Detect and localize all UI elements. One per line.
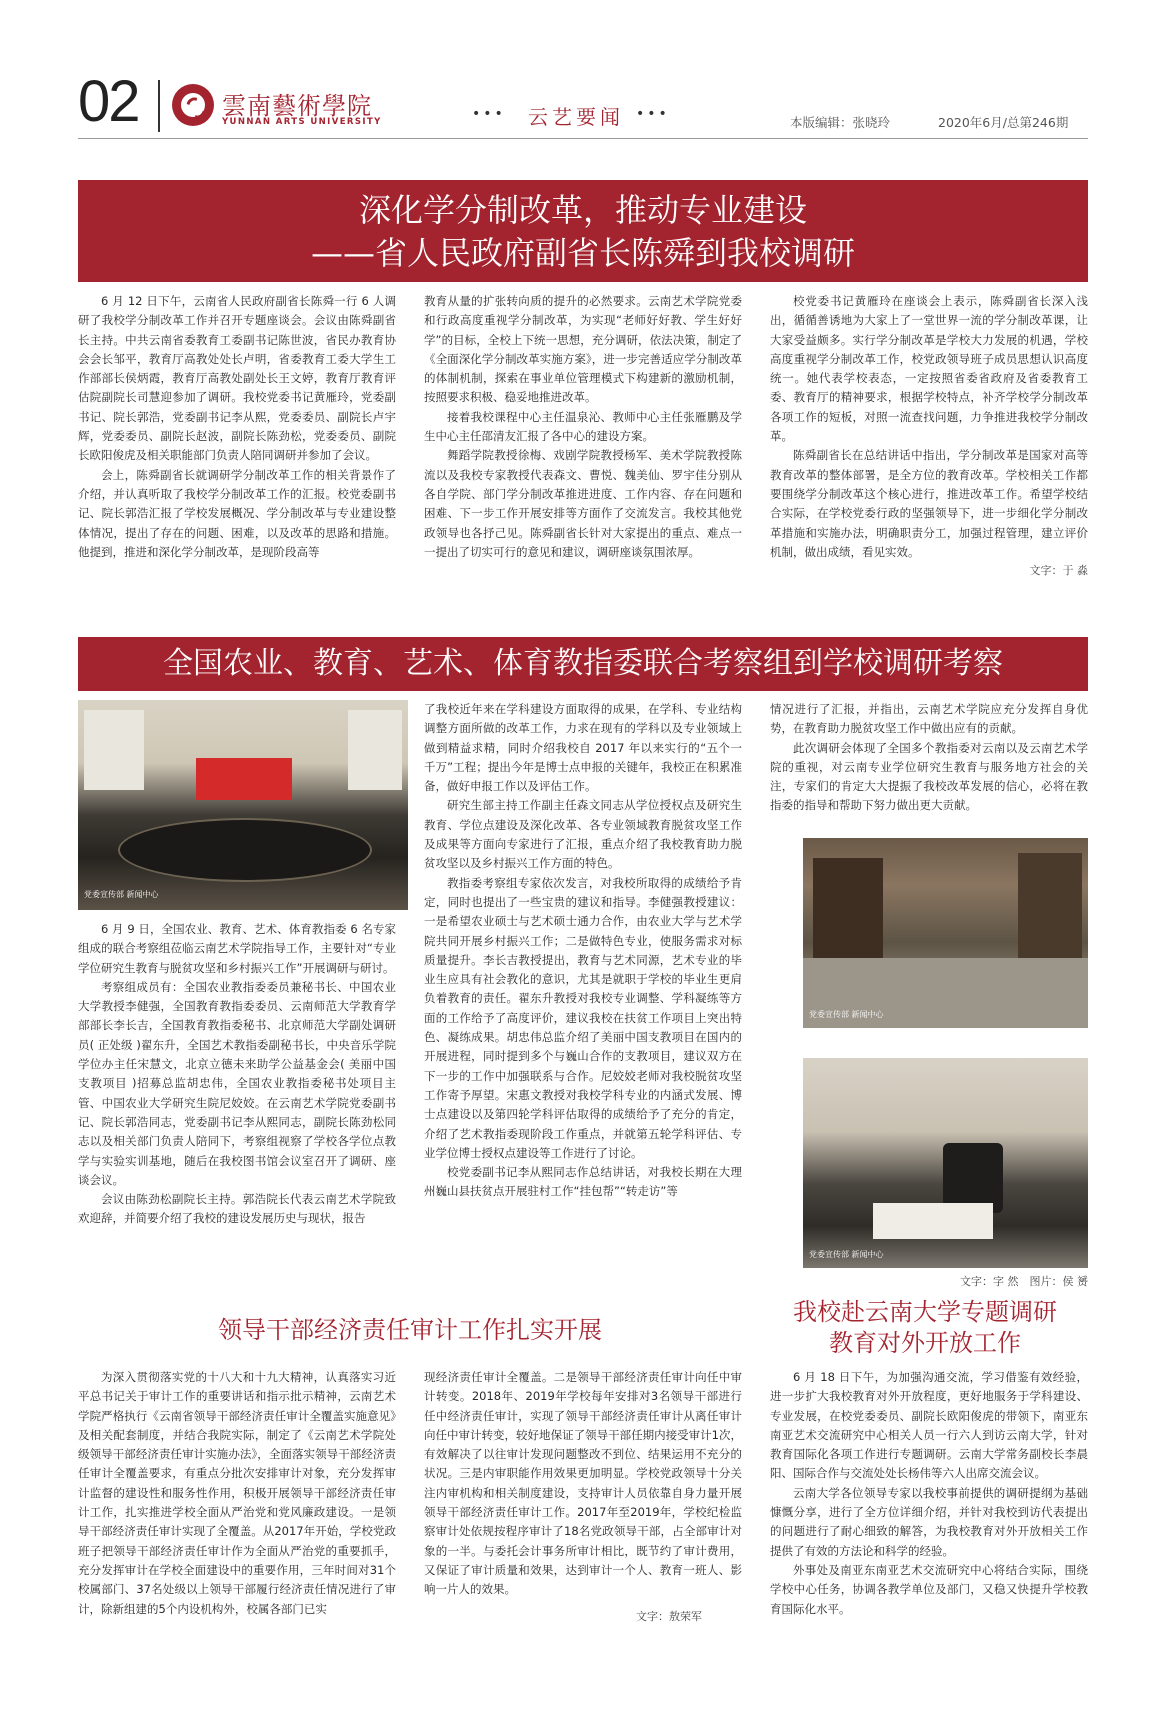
paragraph: 会议由陈劲松副院长主持。郭浩院长代表云南艺术学院致欢迎辞，并简要介绍了我校的建设发展历史与现状，报告 xyxy=(78,1192,396,1226)
paragraph: 研究生部主持工作副主任森文同志从学位授权点及研究生教育、学位点建设及深化改革、各专业领域教育脱贫攻坚工作及成果等方面向专家进行了汇报，重点介绍了我校教育助力脱贫攻坚以及乡村振兴工作方面的特色。 xyxy=(424,798,742,871)
paragraph: 外事处及南亚东南亚艺术交流研究中心将结合实际，围绕学校中心任务，协调各教学单位及部门，又稳又快提升学校教育国际化水平。 xyxy=(770,1562,1088,1616)
masthead-rule xyxy=(78,138,1088,139)
article4-headline xyxy=(760,1297,1090,1359)
masthead-divider xyxy=(158,80,160,132)
article1-column-2 xyxy=(424,292,742,562)
meeting-photo xyxy=(78,700,408,910)
article2-column-1 xyxy=(78,920,396,1229)
paragraph: 舞蹈学院教授徐梅、戏剧学院教授杨军、美术学院教授陈流以及我校专家教授代表森文、曹悦、魏美仙、罗宇佳分别从各自学院、部门学分制改革推进进度、工作内容、存在问题和困难、下一步工作开展安排等方面作了交流发言。我校其他党政领导也各抒己见。陈舜副省长针对大家提出的重点、难点一一提出了切实可行的意见和建议，调研座谈氛围浓厚。 xyxy=(424,448,742,559)
article1-column-3 xyxy=(770,292,1088,578)
paragraph: 云南大学各位领导专家以我校事前提供的调研提纲为基础慷慨分享，进行了全方位详细介绍，并针对我校到访代表提出的问题进行了耐心细致的解答，为我校教育对外开放相关工作提供了有效的方法论和科学的经验。 xyxy=(770,1485,1088,1558)
article1-title-line2: ——省人民政府副省长陈舜到我校调研 xyxy=(310,234,855,272)
university-logo-icon xyxy=(172,84,214,126)
paragraph: 陈舜副省长在总结讲话中指出，学分制改革是国家对高等教育改革的整体部署，是全方位的教育改革。学校相关工作都要围绕学分制改革这个核心进行，推进改革工作。希望学校结合实际，在学校党委行政的坚强领导下，进一步细化学分制改革措施和实施办法，明确职责分工，加强过程管理，建立评价机制，做出成绩，看见实效。 xyxy=(770,448,1088,559)
projection-screen xyxy=(196,758,292,800)
article3-credit: 文字：敖荣军 xyxy=(636,1609,702,1623)
photo-watermark: 党委宣传部 新闻中心 xyxy=(809,1250,884,1259)
paragraph: 接着我校课程中心主任温泉沁、教师中心主任张雁鹏及学生中心主任邵清友汇报了各中心的建设方案。 xyxy=(424,409,742,444)
exhibition-visit-photo xyxy=(803,838,1088,1028)
article3-column-1 xyxy=(78,1368,396,1619)
article4-column xyxy=(770,1368,1088,1619)
paragraph: 6 月 9 日，全国农业、教育、艺术、体育教指委 6 名专家组成的联合考察组莅临云南艺术学院指导工作，主要针对“专业学位研究生教育与脱贫攻坚和乡村振兴工作”开展调研与研讨。 xyxy=(78,922,396,975)
section-dots-left: ••• xyxy=(472,106,506,122)
printmaking-visit-photo xyxy=(803,1058,1088,1268)
paragraph: 情况进行了汇报，并指出，云南艺术学院应充分发挥自身优势，在教育助力脱贫攻坚工作中做出应有的贡献。 xyxy=(770,702,1088,736)
photo-watermark: 党委宣传部 新闻中心 xyxy=(84,890,159,899)
paragraph: 校党委副书记李从熙同志作总结讲话，对我校长期在大理州巍山县扶贫点开展驻村工作“挂包帮”“转走访”等 xyxy=(424,1165,742,1199)
paragraph: 现经济责任审计全覆盖。二是领导干部经济责任审计向任中审计转变。2018年、2019年学校每年安排对3名领导干部进行任中经济责任审计，实现了领导干部经济责任审计从离任审计向任中审计转变，较好地保证了领导干部任期内接受审计1次，有效解决了以往审计发现问题整改不到位、结果运用不充分的状况。三是内审职能作用效果更加明显。学校党政领导十分关注内审机构和相关制度建设，支持审计人员依靠自身力量开展领导干部经济责任审计工作。2017年至2019年，学校纪检监察审计处依规按程序审计了18名党政领导干部，占全部审计对象的一半。与委托会计事务所审计相比，既节约了审计费用，又保证了审计质量和效果，达到审计一个人、教育一班人、影响一片人的效果。 xyxy=(424,1370,742,1597)
article2-column-2 xyxy=(424,700,742,1202)
article4-title-line2: 教育对外开放工作 xyxy=(829,1329,1021,1357)
paragraph: 教指委考察组专家依次发言，对我校所取得的成绩给予肯定，同时也提出了一些宝贵的建议和指导。李健强教授建议：一是希望农业硕士与艺术硕士通力合作，由农业大学与艺术学院共同开展乡村振兴工作；二是做特色专业，使服务需求对标质量提升。李长吉教授提出，教育与艺术同源，艺术专业的毕业生应具有社会教化的意识，尤其是就职于学校的毕业生更肩负着教育的责任。翟东升教授对我校专业调整、学科凝练等方面的工作给予了高度评价，建议我校在扶贫工作项目上突出特色、凝练成果。胡忠伟总监介绍了美丽中国支教项目在国内的开展进程，同时提到多个与巍山合作的支教项目，建议双方在下一步的工作中加强联系与合作。尼姣姣老师对我校脱贫攻坚工作寄予厚望。宋惠文教授对我校学科专业的内涵式发展、博士点建设以及第四轮学科评估取得的成绩给予了充分的肯定，介绍了艺术教指委现阶段工作重点，并就第五轮学科评估、专业学位博士授权点建设等工作进行了讨论。 xyxy=(424,875,742,1160)
article1-headline-banner xyxy=(78,180,1088,282)
article2-headline-banner: 全国农业、教育、艺术、体育教指委联合考察组到学校调研考察 xyxy=(78,637,1088,691)
university-name-en: YUNNAN ARTS UNIVERSITY xyxy=(222,117,382,127)
article2-credit: 文字：字 然 图片：侯 赟 xyxy=(960,1275,1088,1288)
article3-column-2 xyxy=(424,1368,742,1624)
paragraph: 教育从量的扩张转向质的提升的必然要求。云南艺术学院党委和行政高度重视学分制改革，为实现“老师好好教、学生好好学”的目标，全校上下统一思想，充分调研，依法决策，制定了《全面深化学分制改革实施方案》，进一步完善适应学分制改革的体制机制，探索在事业单位管理模式下构建新的激励机制，按照要求积极、稳妥地推进改革。 xyxy=(424,294,742,405)
article1-column-1 xyxy=(78,292,396,562)
paragraph: 此次调研会体现了全国多个教指委对云南以及云南艺术学院的重视，对云南专业学位研究生教育与服务地方社会的关注，专家们的肯定大大提振了我校改革发展的信心，必将在教指委的指导和帮助下努力做出更大贡献。 xyxy=(770,740,1088,813)
page-editor: 本版编辑：张晓玲 xyxy=(790,115,891,130)
issue-info: 2020年6月/总第246期 xyxy=(938,115,1069,130)
paragraph: 校党委书记黄雁玲在座谈会上表示，陈舜副省长深入浅出，循循善诱地为大家上了一堂世界一流的学分制改革课，让大家受益颇多。实行学分制改革是学校大力发展的机遇，学校高度重视学分制改革工作，校党政领导班子成员思想认识高度统一。她代表学校表态，一定按照省委省政府及省委教育工委、教育厅的精神要求，根据学校特点，补齐学校学分制改革各项工作的短板，对照一流查找问题，力争推进我校学分制改革。 xyxy=(770,294,1088,444)
article4-title-line1: 我校赴云南大学专题调研 xyxy=(793,1298,1057,1326)
article1-title-line1: 深化学分制改革，推动专业建设 xyxy=(358,191,807,229)
photo-watermark: 党委宣传部 新闻中心 xyxy=(809,1010,884,1019)
article1-credit: 文字：于 淼 xyxy=(1029,564,1088,578)
paragraph: 6 月 18 日下午，为加强沟通交流，学习借鉴有效经验，进一步扩大我校教育对外开放程度，更好地服务于学科建设、专业发展，在校党委委员、副院长欧阳俊虎的带领下，南亚东南亚艺术交流研究中心相关人员一行六人到访云南大学，针对教育国际化各项工作进行专题调研。云南大学常务副校长李晨阳、国际合作与交流处处长杨伟等六人出席交流会议。 xyxy=(770,1370,1088,1481)
article3-headline: 领导干部经济责任审计工作扎实开展 xyxy=(218,1316,602,1344)
section-dots-right: ••• xyxy=(636,106,670,122)
article2-column-3 xyxy=(770,700,1088,816)
section-title: 云艺要闻 xyxy=(528,105,624,129)
page-number: 02 xyxy=(78,69,139,134)
paragraph: 了我校近年来在学科建设方面取得的成果，在学科、专业结构调整方面所做的改革工作，力求在现有的学科以及专业领域上做到精益求精，同时介绍我校自 2017 年以来实行的“五个一千万”工程；提出今年是博士点申报的关键年，我校正在积累准备，做好申报工作以及评估工作。 xyxy=(424,702,742,794)
paragraph: 考察组成员有：全国农业教指委委员兼秘书长、中国农业大学教授李健强，全国教育教指委委员、云南师范大学教育学部部长李长吉，全国教育教指委秘书、北京师范大学副处调研员( 正处级 )翟东升，全国艺术教指委副秘书长，中央音乐学院学位办主任宋慧文，北京立德未来助学公益基金会( 美丽中国支教项目 )招募总监胡忠伟，全国农业教指委秘书处项目主管、中国农业大学研究生院尼姣姣。在云南艺术学院党委副书记、院长郭浩同志，党委副书记李从熙同志，副院长陈劲松同志以及相关部门负责人陪同下，考察组视察了学校各学位点教学与实验实训基地，随后在我校图书馆会议室召开了调研、座谈会议。 xyxy=(78,979,396,1187)
conference-table xyxy=(118,818,372,882)
paragraph: 6 月 12 日下午，云南省人民政府副省长陈舜一行 6 人调研了我校学分制改革工作并召开专题座谈会。会议由陈舜副省长主持。中共云南省委教育工委副书记陈世波，省民办教育协会会长邹平，教育厅高教处处长卢明，省委教育工委大学生工作部部长侯炳霞，教育厅高教处副处长王文婷，教育厅教育评估院副院长司慧迎参加了调研。我校党委书记黄雁玲，党委副书记、院长郭浩，党委副书记李从熙，党委委员、副院长卢宇辉，党委委员、副院长赵波，副院长陈劲松，党委委员、副院长欧阳俊虎及相关职能部门负责人陪同调研并参加了会议。 xyxy=(78,294,396,463)
paragraph: 会上，陈舜副省长就调研学分制改革工作的相关背景作了介绍，并认真听取了我校学分制改革工作的汇报。校党委副书记、院长郭浩汇报了学校发展概况、学分制改革与专业建设整体情况，提出了存在的问题、困难，以及改革的思路和措施。他提到，推进和深化学分制改革，是现阶段高等 xyxy=(78,467,396,559)
university-name-cn: 雲南藝術學院 xyxy=(222,92,372,120)
paragraph: 为深入贯彻落实党的十八大和十九大精神，认真落实习近平总书记关于审计工作的重要讲话和指示批示精神，云南艺术学院严格执行《云南省领导干部经济责任审计全覆盖实施意见》及相关配套制度，并结合我院实际，制定了《云南艺术学院处级领导干部经济责任审计实施办法》，全面落实领导干部经济责任审计全覆盖要求，有重点分批次安排审计对象，充分发挥审计监督的建设性和服务性作用，积极开展领导干部经济责任审计工作，扎实推进学校全面从严治党和党风廉政建设。一是领导干部经济责任审计实现了全覆盖。从2017年开始，学校党政班子把领导干部经济责任审计作为全面从严治党的重要抓手，充分发挥审计在学校全面建设中的重要作用，三年时间对31个校属部门、37名处级以上领导干部履行经济责任情况进行了审计，除新组建的5个内设机构外，校属各部门已实 xyxy=(78,1370,396,1616)
